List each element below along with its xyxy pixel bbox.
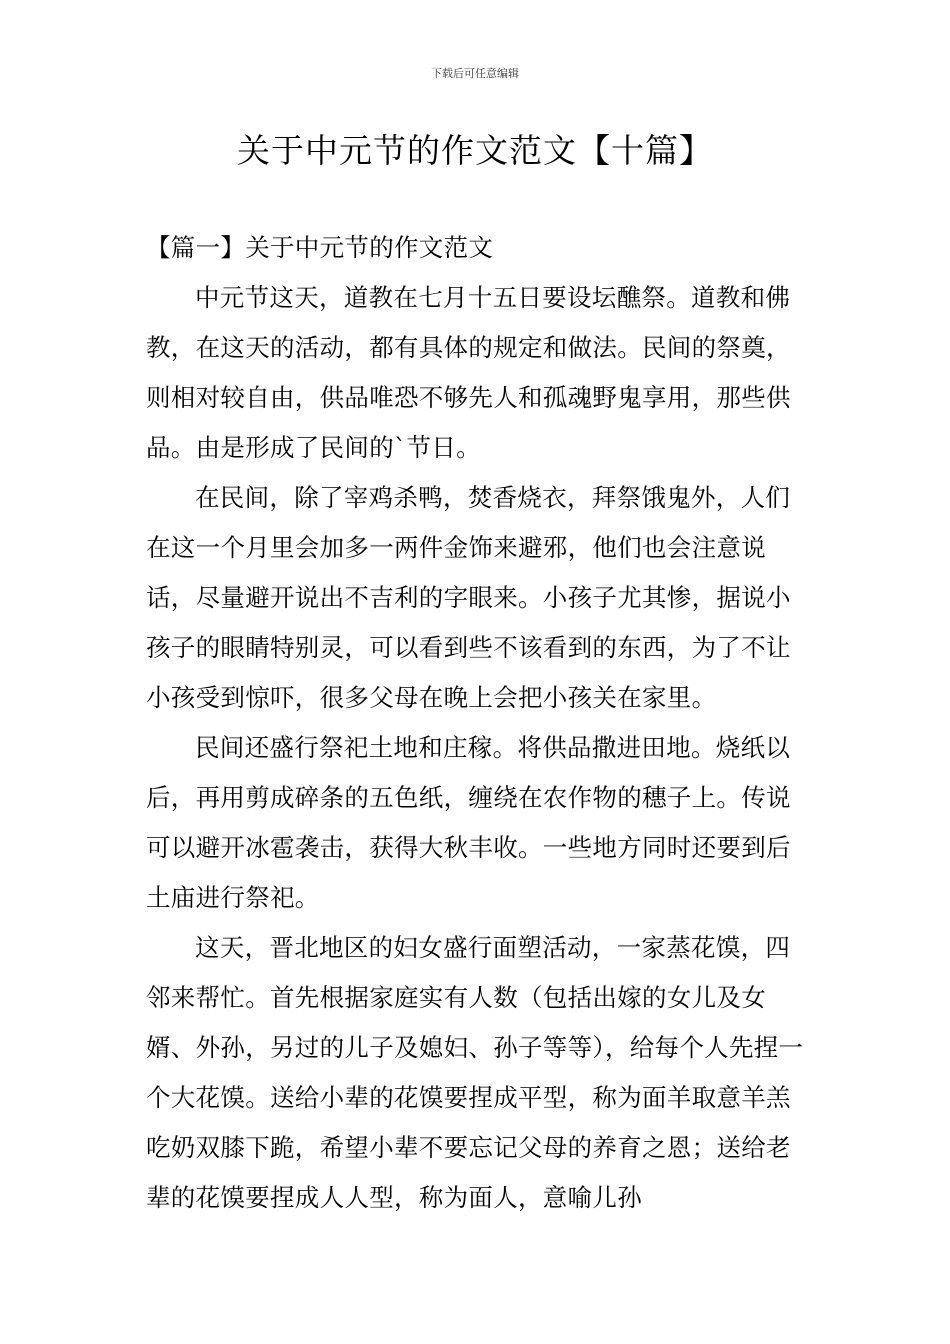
paragraph: 在民间，除了宰鸡杀鸭，焚香烧衣，拜祭饿鬼外，人们在这一个月里会加多一两件金饰来避邪，他们也会注意说话，尽量避开说出不吉利的字眼来。小孩子尤其惨，据说小孩子的眼睛特别灵，可以看到些不该看到的东西，为了不让小孩受到惊吓，很多父母在晚上会把小孩关在家里。 — [146, 483, 791, 712]
paragraph: 民间还盛行祭祀土地和庄稼。将供品撒进田地。烧纸以后，再用剪成碎条的五色纸，缠绕在农作物的穗子上。传说可以避开冰雹袭击，获得大秋丰收。一些地方同时还要到后土庙进行祭祀。 — [146, 733, 791, 912]
paragraph: 中元节这天，道教在七月十五日要设坛醮祭。道教和佛教，在这天的活动，都有具体的规定和做法。民间的祭奠，则相对较自由，供品唯恐不够先人和孤魂野鬼享用，那些供品。由是形成了民间的`节日。 — [146, 283, 791, 462]
section-heading: 【篇一】关于中元节的作文范文 — [146, 233, 494, 262]
document-body — [146, 223, 810, 1223]
header-note: 下载后可任意编辑 — [431, 67, 519, 80]
paragraph: 这天，晋北地区的妇女盛行面塑活动，一家蒸花馍，四邻来帮忙。首先根据家庭实有人数（包括出嫁的女儿及女婿、外孙，另过的儿子及媳妇、孙子等等），给每个人先捏一个大花馍。送给小辈的花馍要捏成平型，称为面羊取意羊羔吃奶双膝下跪，希望小辈不要忘记父母的养育之恩；送给老辈的花馍要捏成人人型，称为面人，意喻儿孙 — [146, 933, 804, 1212]
document-title: 关于中元节的作文范文【十篇】 — [237, 131, 713, 170]
